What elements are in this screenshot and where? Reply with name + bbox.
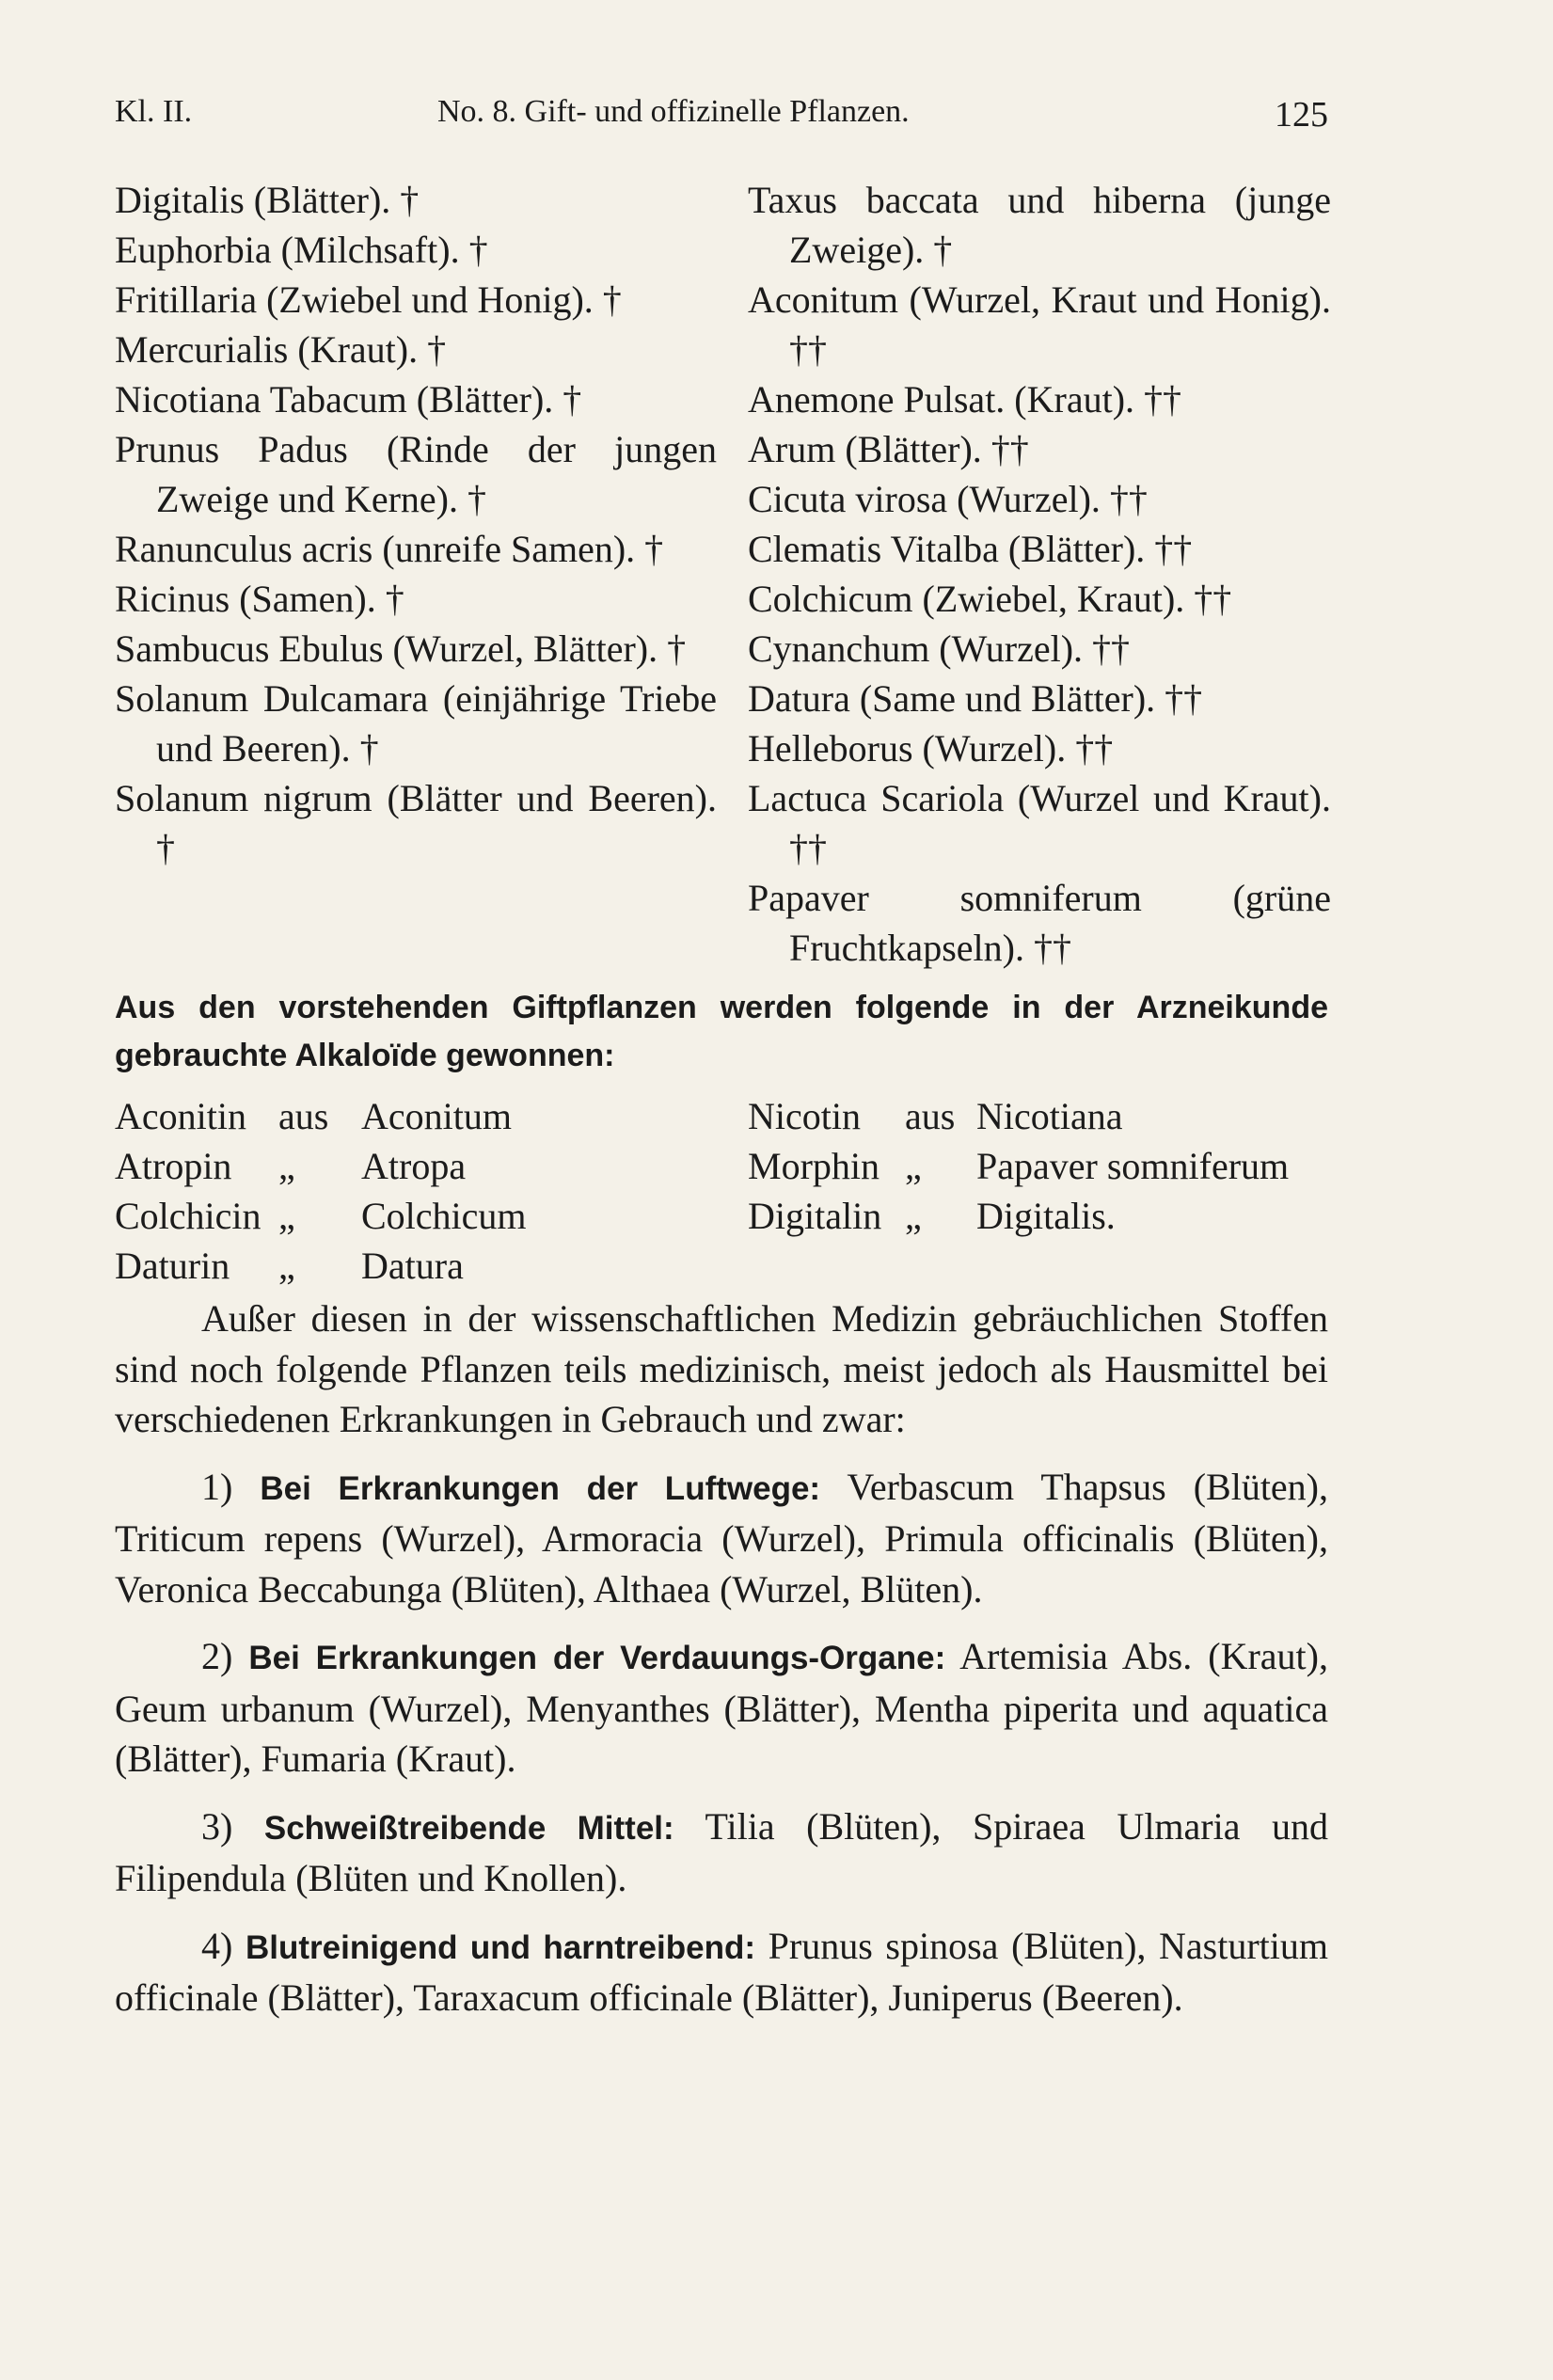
alkaloid-source: Datura [361, 1245, 464, 1287]
alkaloid-name: Aconitin [115, 1095, 246, 1137]
alkaloid-source: Aconitum [361, 1095, 512, 1137]
alkaloid-source: Digitalis. [976, 1195, 1116, 1237]
alkaloid-row [115, 1191, 717, 1241]
plant-entry: Anemone Pulsat. (Kraut). †† [748, 378, 1182, 420]
item-text: Prunus spinosa (Blüten), Nasturtium officinale (Blätter), Taraxacum officinale (Blätter), Juniperus (Beeren). [115, 1924, 1329, 2019]
alkaloid-name: Nicotin [748, 1095, 861, 1137]
item-text: Tilia (Blüten), Spiraea Ulmaria und Filipendula (Blüten und Knollen). [115, 1804, 1329, 1899]
plant-entry: Colchicum (Zwiebel, Kraut). †† [748, 578, 1232, 620]
item-number: 2) [201, 1635, 233, 1677]
alkaloid-name: Colchicin [115, 1195, 261, 1237]
alkaloid-row [748, 1141, 1350, 1191]
alkaloid-separator: aus [905, 1095, 956, 1137]
plant-entry: Cicuta virosa (Wurzel). †† [748, 478, 1148, 520]
alkaloid-row [115, 1241, 717, 1291]
class-label: Kl. II. [115, 94, 193, 129]
remedy-item [115, 1462, 1328, 1615]
alkaloid-source: Nicotiana [976, 1095, 1123, 1137]
item-number: 1) [201, 1465, 233, 1508]
intro-paragraph: Außer diesen in der wissenschaftlichen Medizin gebräuchlichen Stoffen sind noch folgende Pflanzen teils medizinisch, meist jedoch als Hausmittel bei verschiedenen Erkrankungen in Gebrauch und zwar: [115, 1297, 1328, 1440]
plant-entry: Helleborus (Wurzel). †† [748, 727, 1114, 770]
item-label: Bei Erkrankungen der Luftwege: [260, 1469, 821, 1507]
remedies-section [115, 1293, 1328, 2023]
alkaloid-row [115, 1091, 717, 1141]
alkaloid-source: Papaver somniferum [976, 1145, 1290, 1187]
alkaloid-row [748, 1191, 1350, 1241]
running-header [115, 94, 1328, 141]
alkaloid-row [115, 1141, 717, 1191]
alkaloid-heading: Aus den vorstehenden Giftpflanzen werden folgende in der Arzneikunde gebrauchte Alkaloïde gewonnen: [115, 990, 1328, 1073]
item-text: Artemisia Abs. (Kraut), Geum urbanum (Wurzel), Menyanthes (Blätter), Mentha piperita und aquatica (Blätter), Fumaria (Kraut). [115, 1635, 1328, 1780]
plant-entry: Clematis Vitalba (Blätter). †† [748, 528, 1193, 570]
plant-entry: Solanum nigrum (Blätter und Beeren). † [115, 777, 717, 869]
plant-entry: Taxus baccata und hiberna (junge Zweige). † [748, 179, 1331, 271]
plant-entry: Ranunculus acris (unreife Samen). † [115, 528, 664, 570]
alkaloid-row [748, 1091, 1350, 1141]
plant-entry: Ricinus (Samen). † [115, 578, 404, 620]
alkaloid-list-left [115, 1091, 717, 1291]
item-text: Verbascum Thapsus (Blüten), Triticum repens (Wurzel), Armoracia (Wurzel), Primula officinalis (Blüten), Veronica Beccabunga (Blüten), Althaea (Wurzel, Blüten). [115, 1465, 1329, 1610]
alkaloid-separator: „ [905, 1195, 922, 1237]
remedy-item [115, 1631, 1328, 1785]
poison-plants-left-column [115, 175, 717, 873]
alkaloid-separator: „ [278, 1245, 295, 1287]
plant-entry: Fritillaria (Zwiebel und Honig). † [115, 278, 622, 321]
alkaloid-separator: aus [278, 1095, 329, 1137]
item-number: 4) [201, 1924, 233, 1967]
plant-entry: Euphorbia (Milchsaft). † [115, 229, 488, 271]
plant-entry: Datura (Same und Blätter). †† [748, 677, 1203, 720]
item-number: 3) [201, 1804, 233, 1848]
remedy-item [115, 1801, 1328, 1904]
alkaloid-source: Atropa [361, 1145, 467, 1187]
alkaloid-list-right [748, 1091, 1350, 1241]
plant-entry: Digitalis (Blätter). † [115, 179, 420, 221]
section-title: No. 8. Gift- und offizinelle Pflanzen. [437, 94, 910, 129]
plant-entry: Solanum Dulcamara (einjährige Triebe und Beeren). † [115, 677, 717, 770]
alkaloid-name: Morphin [748, 1145, 880, 1187]
remedy-item [115, 1921, 1328, 2023]
plant-entry: Cynanchum (Wurzel). †† [748, 627, 1131, 670]
plant-entry: Aconitum (Wurzel, Kraut und Honig). †† [748, 278, 1331, 371]
alkaloid-separator: „ [905, 1145, 922, 1187]
plant-entry: Arum (Blätter). †† [748, 428, 1029, 470]
plant-entry: Papaver somniferum (grüne Fruchtkapseln). †† [748, 877, 1331, 969]
alkaloid-separator: „ [278, 1145, 295, 1187]
plant-entry: Mercurialis (Kraut). † [115, 328, 447, 371]
alkaloid-name: Daturin [115, 1245, 230, 1287]
alkaloid-name: Digitalin [748, 1195, 882, 1237]
plant-entry: Prunus Padus (Rinde der jungen Zweige und Kerne). † [115, 428, 717, 520]
alkaloid-name: Atropin [115, 1145, 232, 1187]
page-number: 125 [1275, 95, 1328, 135]
item-label: Schweißtreibende Mittel: [263, 1809, 674, 1847]
poison-plants-right-column [748, 175, 1331, 973]
alkaloid-separator: „ [278, 1195, 295, 1237]
item-label: Blutreinigend und harntreibend: [245, 1928, 755, 1966]
alkaloid-source: Colchicum [361, 1195, 527, 1237]
item-label: Bei Erkrankungen der Verdauungs-Organe: [248, 1640, 946, 1676]
plant-entry: Sambucus Ebulus (Wurzel, Blätter). † [115, 627, 687, 670]
plant-entry: Lactuca Scariola (Wurzel und Kraut). †† [748, 777, 1331, 869]
plant-entry: Nicotiana Tabacum (Blätter). † [115, 378, 582, 420]
